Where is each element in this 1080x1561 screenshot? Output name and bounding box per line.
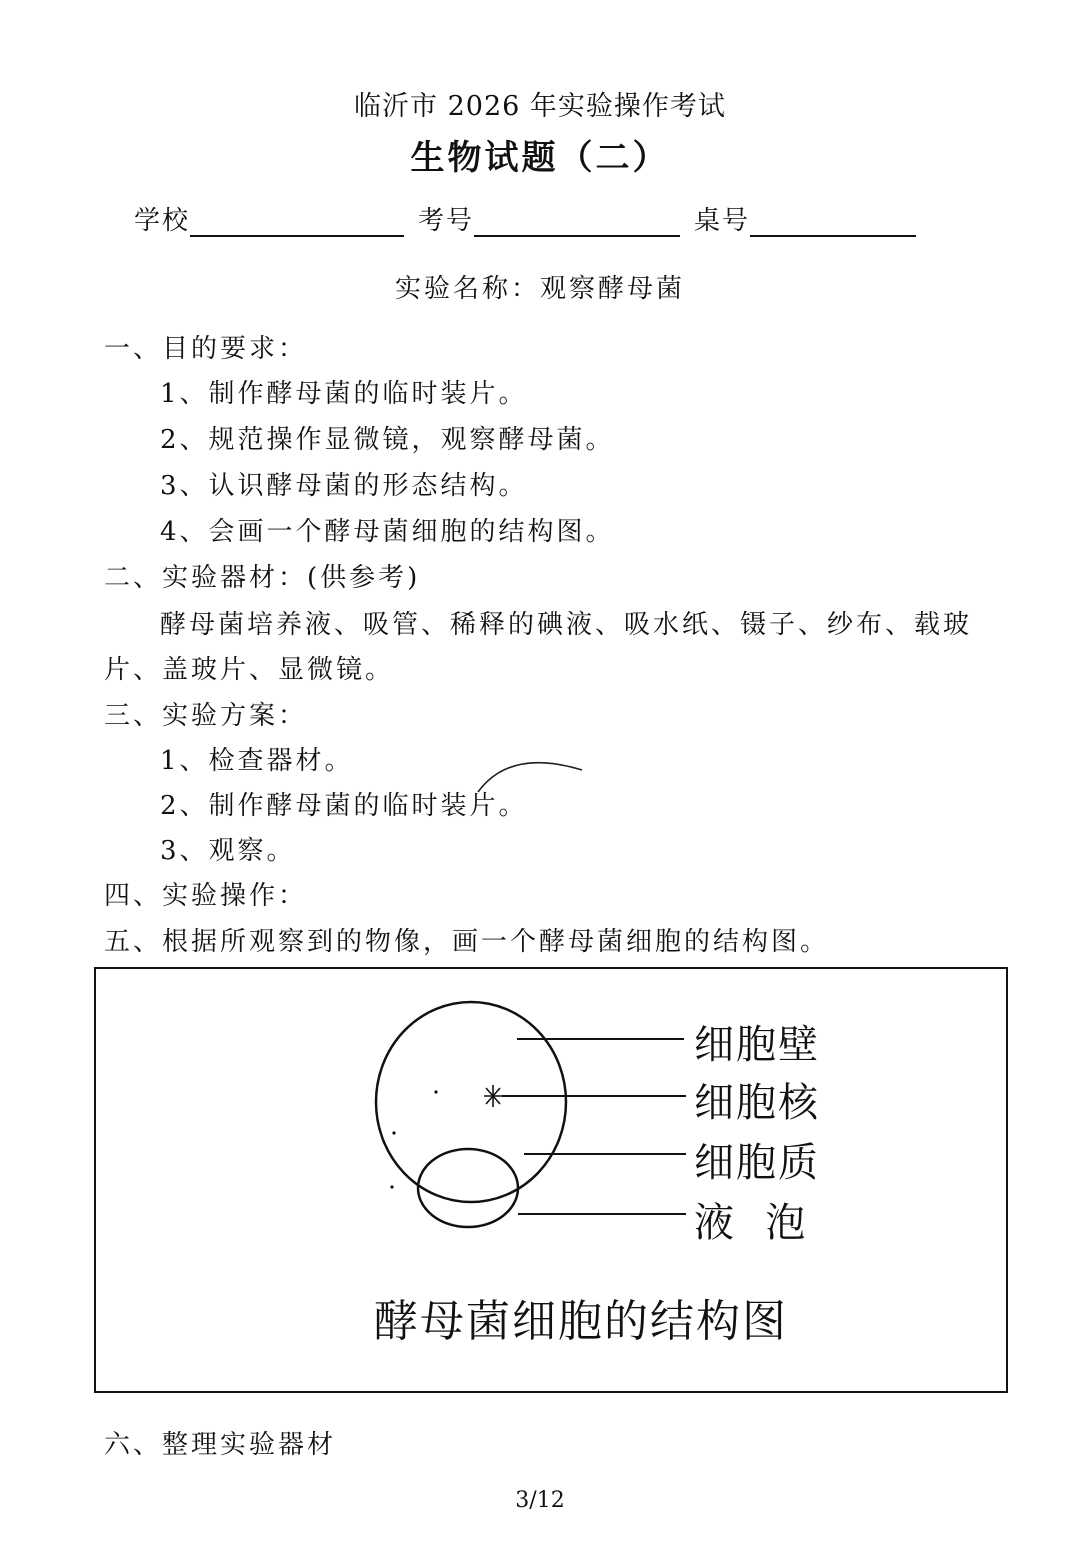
purpose-item: 3、认识酵母菌的形态结构。 <box>160 471 528 501</box>
cytoplasm-dot <box>390 1185 393 1188</box>
label-cytoplasm: 细胞质 <box>694 1140 820 1186</box>
purpose-heading: 一、目的要求： <box>104 334 308 364</box>
cytoplasm-dot <box>392 1131 395 1134</box>
nucleus-mark <box>484 1085 502 1107</box>
label-cell-wall: 细胞壁 <box>694 1022 820 1068</box>
plan-item: 1、检查器材。 <box>160 746 354 776</box>
plan-item: 2、制作酵母菌的临时装片。 <box>160 791 528 821</box>
drawing-area <box>94 967 1008 1393</box>
diagram-caption: 酵母菌细胞的结构图 <box>374 1296 788 1347</box>
exam-number-blank[interactable] <box>474 205 680 237</box>
plan-item: 3、观察。 <box>160 836 296 866</box>
label-vacuole: 液 泡 <box>694 1200 808 1246</box>
vacuole-outline <box>418 1149 518 1227</box>
pen-stroke-mark <box>470 748 590 798</box>
label-nucleus: 细胞核 <box>694 1080 820 1126</box>
student-info-row <box>134 200 930 237</box>
cell-wall-outline <box>376 1002 566 1202</box>
page-number: 3/12 <box>515 1488 565 1513</box>
exam-title: 临沂市 2026 年实验操作考试 <box>354 91 726 122</box>
operation-heading: 四、实验操作： <box>104 881 308 911</box>
purpose-item: 1、制作酵母菌的临时装片。 <box>160 379 528 409</box>
desk-number-label: 桌号 <box>694 206 751 236</box>
exam-number-label: 考号 <box>418 206 475 236</box>
plan-heading: 三、实验方案： <box>104 701 308 731</box>
purpose-item: 4、会画一个酵母菌细胞的结构图。 <box>160 517 615 547</box>
subject-title: 生物试题（二） <box>410 138 670 178</box>
experiment-name: 实验名称：观察酵母菌 <box>394 274 685 304</box>
drawing-heading: 五、根据所观察到的物像，画一个酵母菌细胞的结构图。 <box>104 927 830 957</box>
cleanup-heading: 六、整理实验器材 <box>104 1430 337 1460</box>
materials-text-line2: 片、盖玻片、显微镜。 <box>104 655 395 685</box>
purpose-item: 2、规范操作显微镜，观察酵母菌。 <box>160 425 615 455</box>
materials-text-line1: 酵母菌培养液、吸管、稀释的碘液、吸水纸、镊子、纱布、载玻 <box>160 610 973 640</box>
school-label: 学校 <box>134 206 191 236</box>
cytoplasm-dot <box>434 1090 437 1093</box>
school-blank[interactable] <box>190 205 404 237</box>
materials-heading: 二、实验器材：(供参考) <box>104 563 421 593</box>
desk-number-blank[interactable] <box>750 205 916 237</box>
